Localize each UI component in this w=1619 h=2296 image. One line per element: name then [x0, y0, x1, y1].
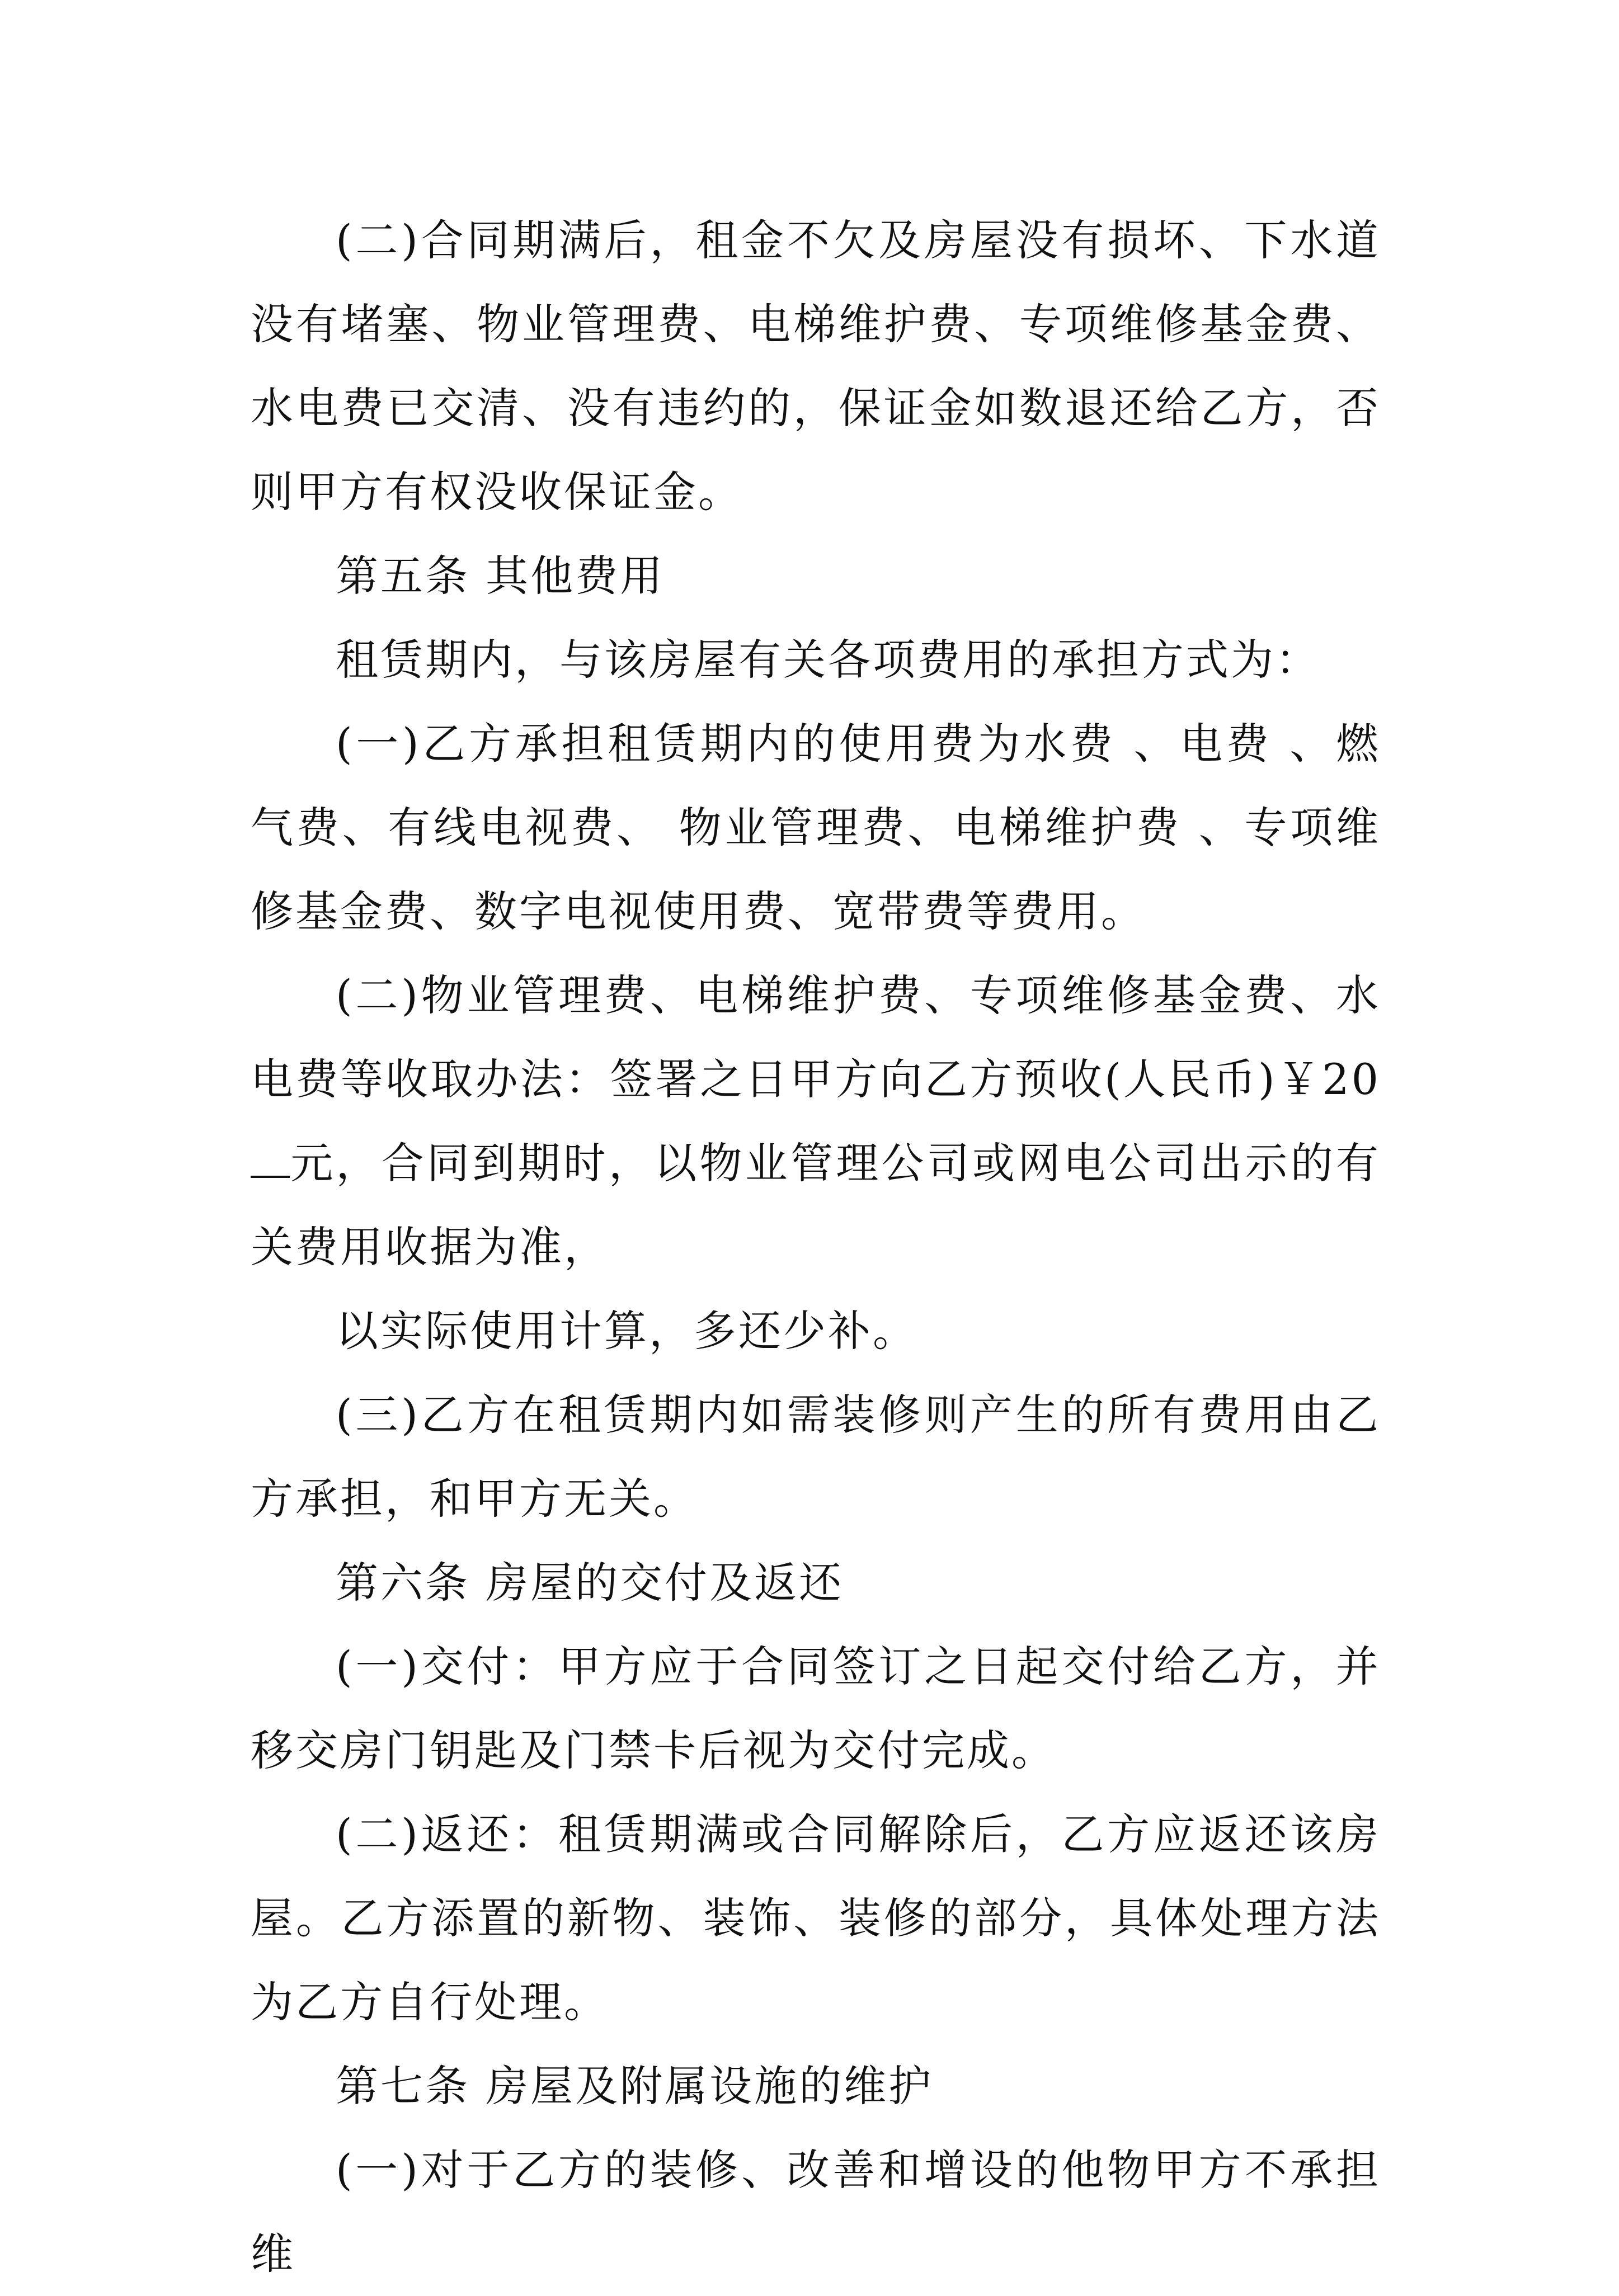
- blank-underline: [251, 1176, 290, 1178]
- document-body: [251, 199, 1381, 2296]
- paragraph-maintenance-1: (一)对于乙方的装修、改善和增设的他物甲方不承担维: [251, 2145, 1381, 2279]
- paragraph-deposit-refund: (二)合同期满后，租金不欠及房屋没有损坏、下水道没有堵塞、物业管理费、电梯维护费、专项维修基金费、水电费已交清、没有违约的，保证金如数退还给乙方，否则甲方有权没收保证金。: [251, 215, 1381, 517]
- fee-2-text-b: 元，合同到期时，以物业管理公司或网电公司出示的有关费用收据为准，: [251, 1138, 1381, 1272]
- heading-article-5: 第五条 其他费用: [336, 551, 665, 601]
- paragraph-return: (二)返还：租赁期满或合同解除后，乙方应返还该房屋。乙方添置的新物、装饰、装修的部分，具体处理方法为乙方自行处理。: [251, 1809, 1381, 2027]
- paragraph-delivery: (一)交付：甲方应于合同签订之日起交付给乙方，并移交房门钥匙及门禁卡后视为交付完成。: [251, 1642, 1381, 1775]
- paragraph-fee-3: (三)乙方在租赁期内如需装修则产生的所有费用由乙方承担，和甲方无关。: [251, 1390, 1381, 1524]
- paragraph-fee-settlement: 以实际使用计算，多还少补。: [336, 1306, 917, 1356]
- paragraph-fee-intro: 租赁期内，与该房屋有关各项费用的承担方式为：: [336, 635, 1320, 685]
- heading-article-6: 第六条 房屋的交付及返还: [336, 1558, 844, 1607]
- fee-2-text-a: (二)物业管理费、电梯维护费、专项维修基金费、水电费等收取办法：签署之日甲方向乙方预收(人民币)￥20: [251, 970, 1381, 1104]
- paragraph-fee-1: (一)乙方承担租赁期内的使用费为水费 、电费 、燃气费、有线电视费、 物业管理费、电梯维护费 、专项维修基金费、数字电视使用费、宽带费等费用。: [251, 719, 1381, 936]
- paragraph-fee-2: [251, 954, 1381, 1289]
- heading-article-7: 第七条 房屋及附属设施的维护: [336, 2061, 934, 2111]
